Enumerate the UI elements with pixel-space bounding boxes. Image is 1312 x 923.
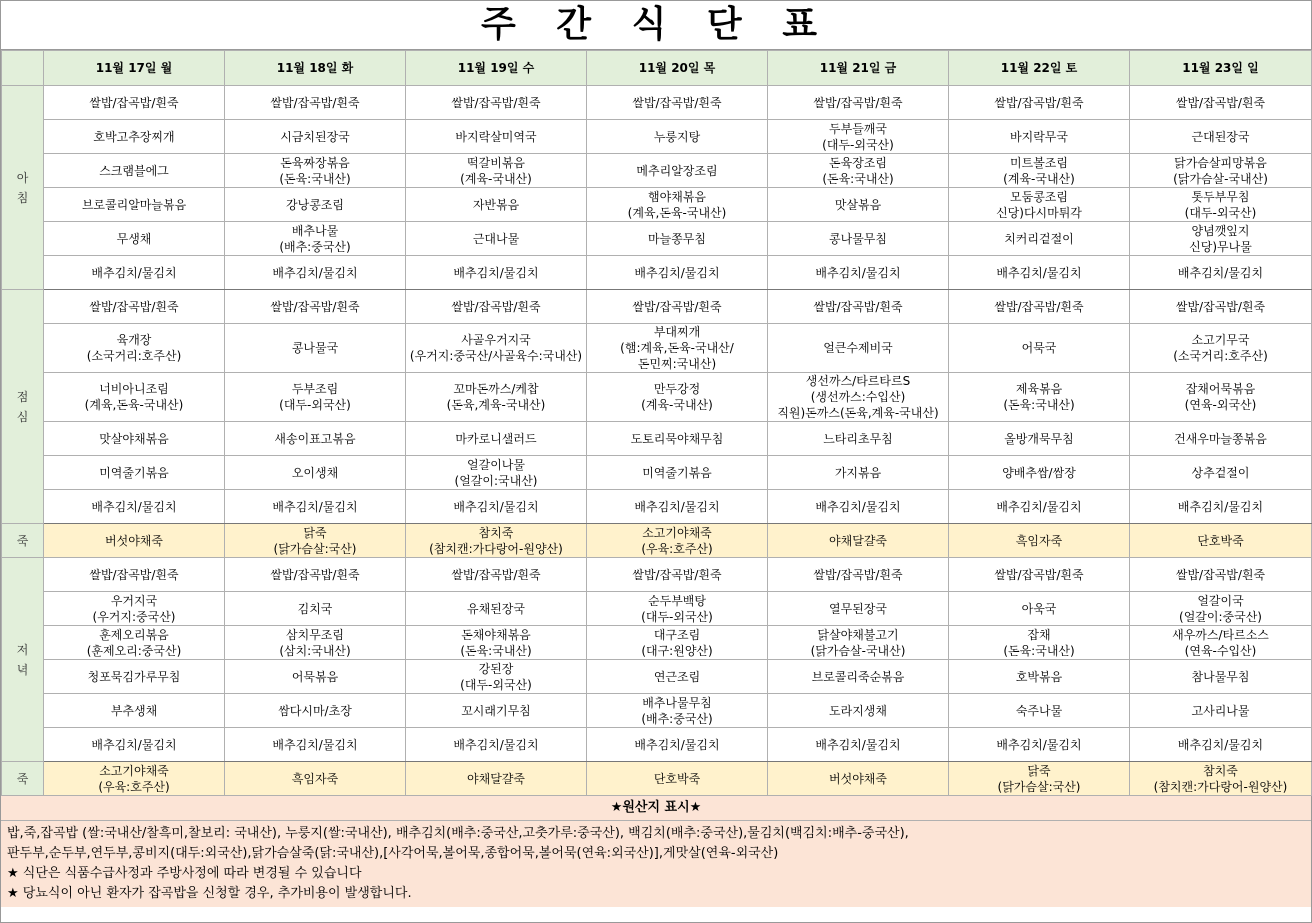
cell-line: 직원)돈까스(돈육,계육-국내산) [777,406,939,420]
cell-line: (돈육:국내산) [1003,643,1075,658]
menu-item: 누룽지탕 [587,120,768,154]
cell-line: 두부조림 [291,382,339,396]
menu-item: 쌈다시마/초장 [225,694,406,728]
menu-item: 쌀밥/잡곡밥/흰죽 [768,86,949,120]
menu-item [587,373,768,422]
cell-line: 대구조림 [653,627,701,642]
menu-item: 쌀밥/잡곡밥/흰죽 [768,290,949,324]
menu-item: 배추김치/물김치 [949,256,1130,290]
cell-line: (햄:계육,돈육-국내산/ [620,341,734,355]
menu-item: 배추김치/물김치 [1130,728,1312,762]
menu-item: 쌀밥/잡곡밥/흰죽 [949,86,1130,120]
cell-line: 아 [16,170,29,185]
menu-item: 쌀밥/잡곡밥/흰죽 [587,290,768,324]
cell-line: 얼갈이나물 [467,457,525,472]
porridge-item [587,524,768,558]
menu-item [587,626,768,660]
porridge-label: 죽 [2,762,44,796]
day-header: 11월 22일 토 [949,51,1130,86]
menu-item: 배추김치/물김치 [768,256,949,290]
menu-item: 새송이표고볶음 [225,422,406,456]
menu-item: 근대나물 [406,222,587,256]
cell-line: 소고기야채죽 [642,525,712,540]
meal-label [2,86,44,290]
menu-item: 자반볶음 [406,188,587,222]
day-header: 11월 19일 수 [406,51,587,86]
menu-item: 쌀밥/잡곡밥/흰죽 [225,86,406,120]
menu-row [2,660,1312,694]
menu-item: 쌀밥/잡곡밥/흰죽 [44,558,225,592]
cell-line: 삼치무조림 [286,627,344,642]
cell-line: 미트볼조림 [1010,155,1068,170]
cell-line: 참치죽 [478,525,514,540]
menu-item [225,626,406,660]
menu-item: 마늘쫑무침 [587,222,768,256]
porridge-item: 버섯야채죽 [44,524,225,558]
menu-item: 배추김치/물김치 [44,728,225,762]
menu-item [949,188,1130,222]
cell-line: 돈민찌:국내산) [637,357,717,371]
menu-row [2,422,1312,456]
menu-item: 배추김치/물김치 [225,728,406,762]
menu-row [2,456,1312,490]
cell-line: (대두-외국산) [822,137,894,152]
menu-item: 바지락살미역국 [406,120,587,154]
menu-item: 배추김치/물김치 [44,490,225,524]
cell-line: 침 [16,190,29,205]
menu-item: 쌀밥/잡곡밥/흰죽 [406,86,587,120]
cell-line: 배추나물무침 [642,695,712,710]
menu-item: 배추김치/물김치 [949,728,1130,762]
menu-item: 배추김치/물김치 [949,490,1130,524]
menu-item: 배추김치/물김치 [768,728,949,762]
cell-line: (연육-수입산) [1184,643,1257,658]
cell-line: (얼갈이:국내산) [454,473,538,488]
cell-line: (대두-외국산) [1184,205,1257,220]
menu-item: 쌀밥/잡곡밥/흰죽 [406,290,587,324]
origin-note-line: 밥,죽,잡곡밥 (쌀:국내산/찰흑미,찰보리: 국내산), 누룽지(쌀:국내산), 배추김치(배추:중국산,고춧가루:중국산), 백김치(배추:중국산),물김치(백김치:배추-중국산), [7,826,909,841]
menu-item: 치커리겉절이 [949,222,1130,256]
menu-item: 쌀밥/잡곡밥/흰죽 [1130,558,1312,592]
menu-item [587,694,768,728]
menu-item: 오이생채 [225,456,406,490]
menu-item: 쌀밥/잡곡밥/흰죽 [225,290,406,324]
menu-item [225,154,406,188]
cell-line: (대두-외국산) [460,677,532,692]
menu-item [406,324,587,373]
menu-item: 쌀밥/잡곡밥/흰죽 [1130,290,1312,324]
menu-item: 어묵국 [949,324,1130,373]
cell-line: 톳두부무침 [1191,189,1250,204]
menu-item: 바지락무국 [949,120,1130,154]
menu-item: 숙주나물 [949,694,1130,728]
cell-line: 두부들깨국 [829,121,887,136]
menu-item [225,222,406,256]
menu-item [949,626,1130,660]
cell-line: 모둠콩조림 [1010,189,1068,204]
menu-item: 올방개묵무침 [949,422,1130,456]
cell-line: 참치죽 [1203,763,1238,778]
menu-item: 어묵볶음 [225,660,406,694]
porridge-item [1130,762,1312,796]
cell-line: 양념깻잎지 [1191,223,1250,238]
menu-item: 쌀밥/잡곡밥/흰죽 [44,86,225,120]
cell-line: (참치캔:가다랑어-원양산) [429,541,563,556]
menu-item: 참나물무침 [1130,660,1312,694]
cell-line: 저 [16,642,29,657]
porridge-item: 야채달걀죽 [406,762,587,796]
menu-item [949,373,1130,422]
cell-line: (우육:호주산) [98,779,170,794]
menu-row [2,490,1312,524]
cell-line: 꼬마돈까스/케찹 [453,382,539,396]
cell-line: 돈육장조림 [829,155,887,170]
cell-line: 소고기무국 [1191,333,1250,347]
menu-item: 배추김치/물김치 [587,490,768,524]
menu-item [406,456,587,490]
menu-item: 시금치된장국 [225,120,406,154]
menu-item [44,626,225,660]
menu-item: 도라지생채 [768,694,949,728]
cell-line: (돈육:국내산) [1003,398,1075,412]
menu-item: 쌀밥/잡곡밥/흰죽 [406,558,587,592]
cell-line: 점 [16,389,29,404]
cell-line: (계육,돈육-국내산) [627,205,727,220]
menu-item [1130,222,1312,256]
cell-line: 떡갈비볶음 [467,155,525,170]
cell-line: 만두강정 [653,382,701,396]
cell-line: 닭죽 [1027,763,1051,778]
menu-item: 쌀밥/잡곡밥/흰죽 [768,558,949,592]
menu-row [2,120,1312,154]
porridge-item: 단호박죽 [587,762,768,796]
menu-item: 배추김치/물김치 [587,256,768,290]
menu-item [949,154,1130,188]
menu-item: 느타리초무침 [768,422,949,456]
porridge-item: 흑임자죽 [225,762,406,796]
cell-line: (생선까스:수입산) [810,390,906,404]
porridge-label: 죽 [2,524,44,558]
menu-row [2,188,1312,222]
cell-line: 신당)다시마튀각 [996,205,1082,220]
menu-item: 쌀밥/잡곡밥/흰죽 [587,558,768,592]
menu-item [768,154,949,188]
menu-item: 얼큰수제비국 [768,324,949,373]
menu-item [44,324,225,373]
menu-item [406,660,587,694]
menu-item: 가지볶음 [768,456,949,490]
cell-line: (닭가슴살-국내산) [810,643,906,658]
menu-item: 호박고추장찌개 [44,120,225,154]
cell-line: 돈육짜장볶음 [280,155,350,170]
origin-note-line: 판두부,순두부,연두부,콩비지(대두:외국산),닭가슴살죽(닭:국내산),[사각어묵,볼어묵,종합어묵,볼어묵(연육:외국산)],게맛살(연육-외국산) [7,846,779,861]
origin-note-line: ★ 당뇨식이 아닌 환자가 잡곡밥을 신청할 경우, 추가비용이 발생합니다. [7,886,412,901]
cell-line: (닭가슴살:국산) [273,541,357,556]
menu-item: 배추김치/물김치 [406,490,587,524]
menu-item [1130,188,1312,222]
meal-label [2,290,44,524]
cell-line: (우거지:중국산) [92,609,176,624]
menu-item [1130,626,1312,660]
cell-line: (소국거리:호주산) [1173,349,1268,363]
origin-notes-body [1,821,1311,907]
cell-line: 사골우거지국 [461,333,531,347]
menu-row [2,373,1312,422]
menu-item: 배추김치/물김치 [1130,256,1312,290]
menu-item: 맛살야채볶음 [44,422,225,456]
origin-note-line: ★ 식단은 식품수급사정과 주방사정에 따라 변경될 수 있습니다 [7,866,362,881]
menu-row [2,154,1312,188]
menu-item: 근대된장국 [1130,120,1312,154]
menu-item: 청포묵김가루무침 [44,660,225,694]
cell-line: (소국거리:호주산) [86,349,182,363]
cell-line: 신당)무나물 [1189,239,1252,254]
porridge-item: 버섯야채죽 [768,762,949,796]
porridge-item [949,762,1130,796]
porridge-item: 흑임자죽 [949,524,1130,558]
cell-line: (배추:중국산) [641,711,713,726]
porridge-item [406,524,587,558]
menu-item: 유채된장국 [406,592,587,626]
menu-item: 배추김치/물김치 [1130,490,1312,524]
menu-item: 쌀밥/잡곡밥/흰죽 [225,558,406,592]
cell-line: 새우까스/타르소스 [1172,627,1269,642]
cell-line: 훈제오리볶음 [99,627,169,642]
menu-item [587,592,768,626]
menu-item [1130,324,1312,373]
menu-row [2,324,1312,373]
origin-notes [1,796,1311,907]
menu-row [2,694,1312,728]
cell-line: (훈제오리:중국산) [86,643,182,658]
menu-item: 도토리묵야채무침 [587,422,768,456]
day-header: 11월 23일 일 [1130,51,1312,86]
menu-item: 고사리나물 [1130,694,1312,728]
menu-item: 배추김치/물김치 [587,728,768,762]
cell-line: (돈육:국내산) [279,171,351,186]
menu-item: 쌀밥/잡곡밥/흰죽 [949,558,1130,592]
menu-item [406,154,587,188]
cell-line: 배추나물 [291,223,339,238]
cell-line: 강된장 [478,661,514,676]
menu-item: 호박볶음 [949,660,1130,694]
cell-line: 닭가슴살피망볶음 [1174,155,1267,170]
menu-item [1130,592,1312,626]
menu-row [2,290,1312,324]
cell-line: 얼갈이국 [1197,593,1244,608]
cell-line: 심 [16,409,29,424]
cell-line: 우거지국 [110,593,158,608]
menu-row [2,728,1312,762]
menu-item: 스크램블에그 [44,154,225,188]
menu-item [587,324,768,373]
menu-table [1,50,1312,796]
page-title: 주 간 식 단 표 [1,1,1311,50]
cell-line: (닭가슴살:국산) [997,779,1081,794]
menu-item: 배추김치/물김치 [225,490,406,524]
menu-item [768,373,949,422]
menu-item: 콩나물무침 [768,222,949,256]
porridge-item: 단호박죽 [1130,524,1312,558]
menu-item: 아욱국 [949,592,1130,626]
menu-item: 양배추쌈/쌈장 [949,456,1130,490]
menu-item: 브로콜리알마늘볶음 [44,188,225,222]
menu-row [2,222,1312,256]
cell-line: 돈채야채볶음 [461,627,531,642]
day-header-row [2,51,1312,86]
origin-notes-title: ★원산지 표시★ [1,796,1311,821]
menu-item [768,120,949,154]
cell-line: (돈육,계육-국내산) [446,398,546,412]
cell-line: (돈육:국내산) [460,643,532,658]
cell-line: 부대찌개 [653,325,701,339]
menu-row [2,86,1312,120]
menu-item: 미역줄기볶음 [44,456,225,490]
menu-item: 쌀밥/잡곡밥/흰죽 [44,290,225,324]
day-header: 11월 21일 금 [768,51,949,86]
menu-item [406,373,587,422]
day-header: 11월 20일 목 [587,51,768,86]
porridge-row [2,524,1312,558]
menu-item [1130,373,1312,422]
cell-line: (계육,돈육-국내산) [84,398,184,412]
day-header: 11월 17일 월 [44,51,225,86]
cell-line: (삼치:국내산) [279,643,351,658]
porridge-item [225,524,406,558]
cell-line: (우육:호주산) [641,541,713,556]
menu-item: 무생채 [44,222,225,256]
menu-item: 강낭콩조림 [225,188,406,222]
menu-item: 배추김치/물김치 [225,256,406,290]
menu-item: 배추김치/물김치 [406,256,587,290]
menu-item: 맛살볶음 [768,188,949,222]
porridge-row [2,762,1312,796]
menu-item: 브로콜리죽순볶음 [768,660,949,694]
cell-line: (우거지:중국산/사골육수:국내산) [409,349,583,363]
menu-item: 건새우마늘쫑볶음 [1130,422,1312,456]
cell-line: 닭죽 [303,525,327,540]
menu-item: 미역줄기볶음 [587,456,768,490]
cell-line: 잡채어묵볶음 [1185,382,1256,396]
cell-line: (대구:원양산) [641,643,713,658]
menu-item: 배추김치/물김치 [768,490,949,524]
cell-line: 너비아니조림 [99,382,169,396]
cell-line: (닭가슴살-국내산) [1173,171,1268,186]
cell-line: (연육-외국산) [1184,398,1257,412]
menu-item: 열무된장국 [768,592,949,626]
cell-line: 육개장 [116,333,152,347]
cell-line: 생선까스/타르타르S [805,374,911,388]
cell-line: (돈육:국내산) [822,171,894,186]
cell-line: 소고기야채죽 [99,763,169,778]
menu-item [406,626,587,660]
cell-line: (참치캔:가다랑어-원양산) [1153,779,1288,794]
cell-line: (배추:중국산) [279,239,351,254]
cell-line: (계육-국내산) [641,398,713,412]
menu-item [44,592,225,626]
menu-item [225,373,406,422]
menu-row [2,592,1312,626]
menu-row [2,558,1312,592]
menu-row [2,256,1312,290]
cell-line: 제육볶음 [1015,382,1063,396]
cell-line: 녁 [16,662,29,677]
menu-item [1130,154,1312,188]
menu-item: 배추김치/물김치 [406,728,587,762]
menu-item: 부추생채 [44,694,225,728]
porridge-item [44,762,225,796]
menu-item: 콩나물국 [225,324,406,373]
cell-line: 햄야채볶음 [648,189,706,204]
cell-line: (얼갈이:중국산) [1179,609,1262,624]
day-header: 11월 18일 화 [225,51,406,86]
menu-row [2,626,1312,660]
cell-line: (대두-외국산) [279,398,351,412]
menu-item [587,188,768,222]
menu-item: 쌀밥/잡곡밥/흰죽 [1130,86,1312,120]
cell-line: (대두-외국산) [641,609,713,624]
cell-line: 잡채 [1027,627,1051,642]
cell-line: 닭살야채불고기 [817,627,899,642]
menu-item: 상추겉절이 [1130,456,1312,490]
menu-item: 김치국 [225,592,406,626]
menu-item: 마카로니샐러드 [406,422,587,456]
menu-item [768,626,949,660]
menu-item: 연근조림 [587,660,768,694]
cell-line: (계육-국내산) [1003,171,1075,186]
corner-cell [2,51,44,86]
menu-item: 메추리알장조림 [587,154,768,188]
menu-item: 꼬시래기무침 [406,694,587,728]
cell-line: 순두부백탕 [648,593,706,608]
cell-line: (계육-국내산) [460,171,532,186]
menu-item: 배추김치/물김치 [44,256,225,290]
meal-label [2,558,44,762]
menu-item: 쌀밥/잡곡밥/흰죽 [587,86,768,120]
menu-item: 쌀밥/잡곡밥/흰죽 [949,290,1130,324]
menu-item [44,373,225,422]
porridge-item: 야채달걀죽 [768,524,949,558]
